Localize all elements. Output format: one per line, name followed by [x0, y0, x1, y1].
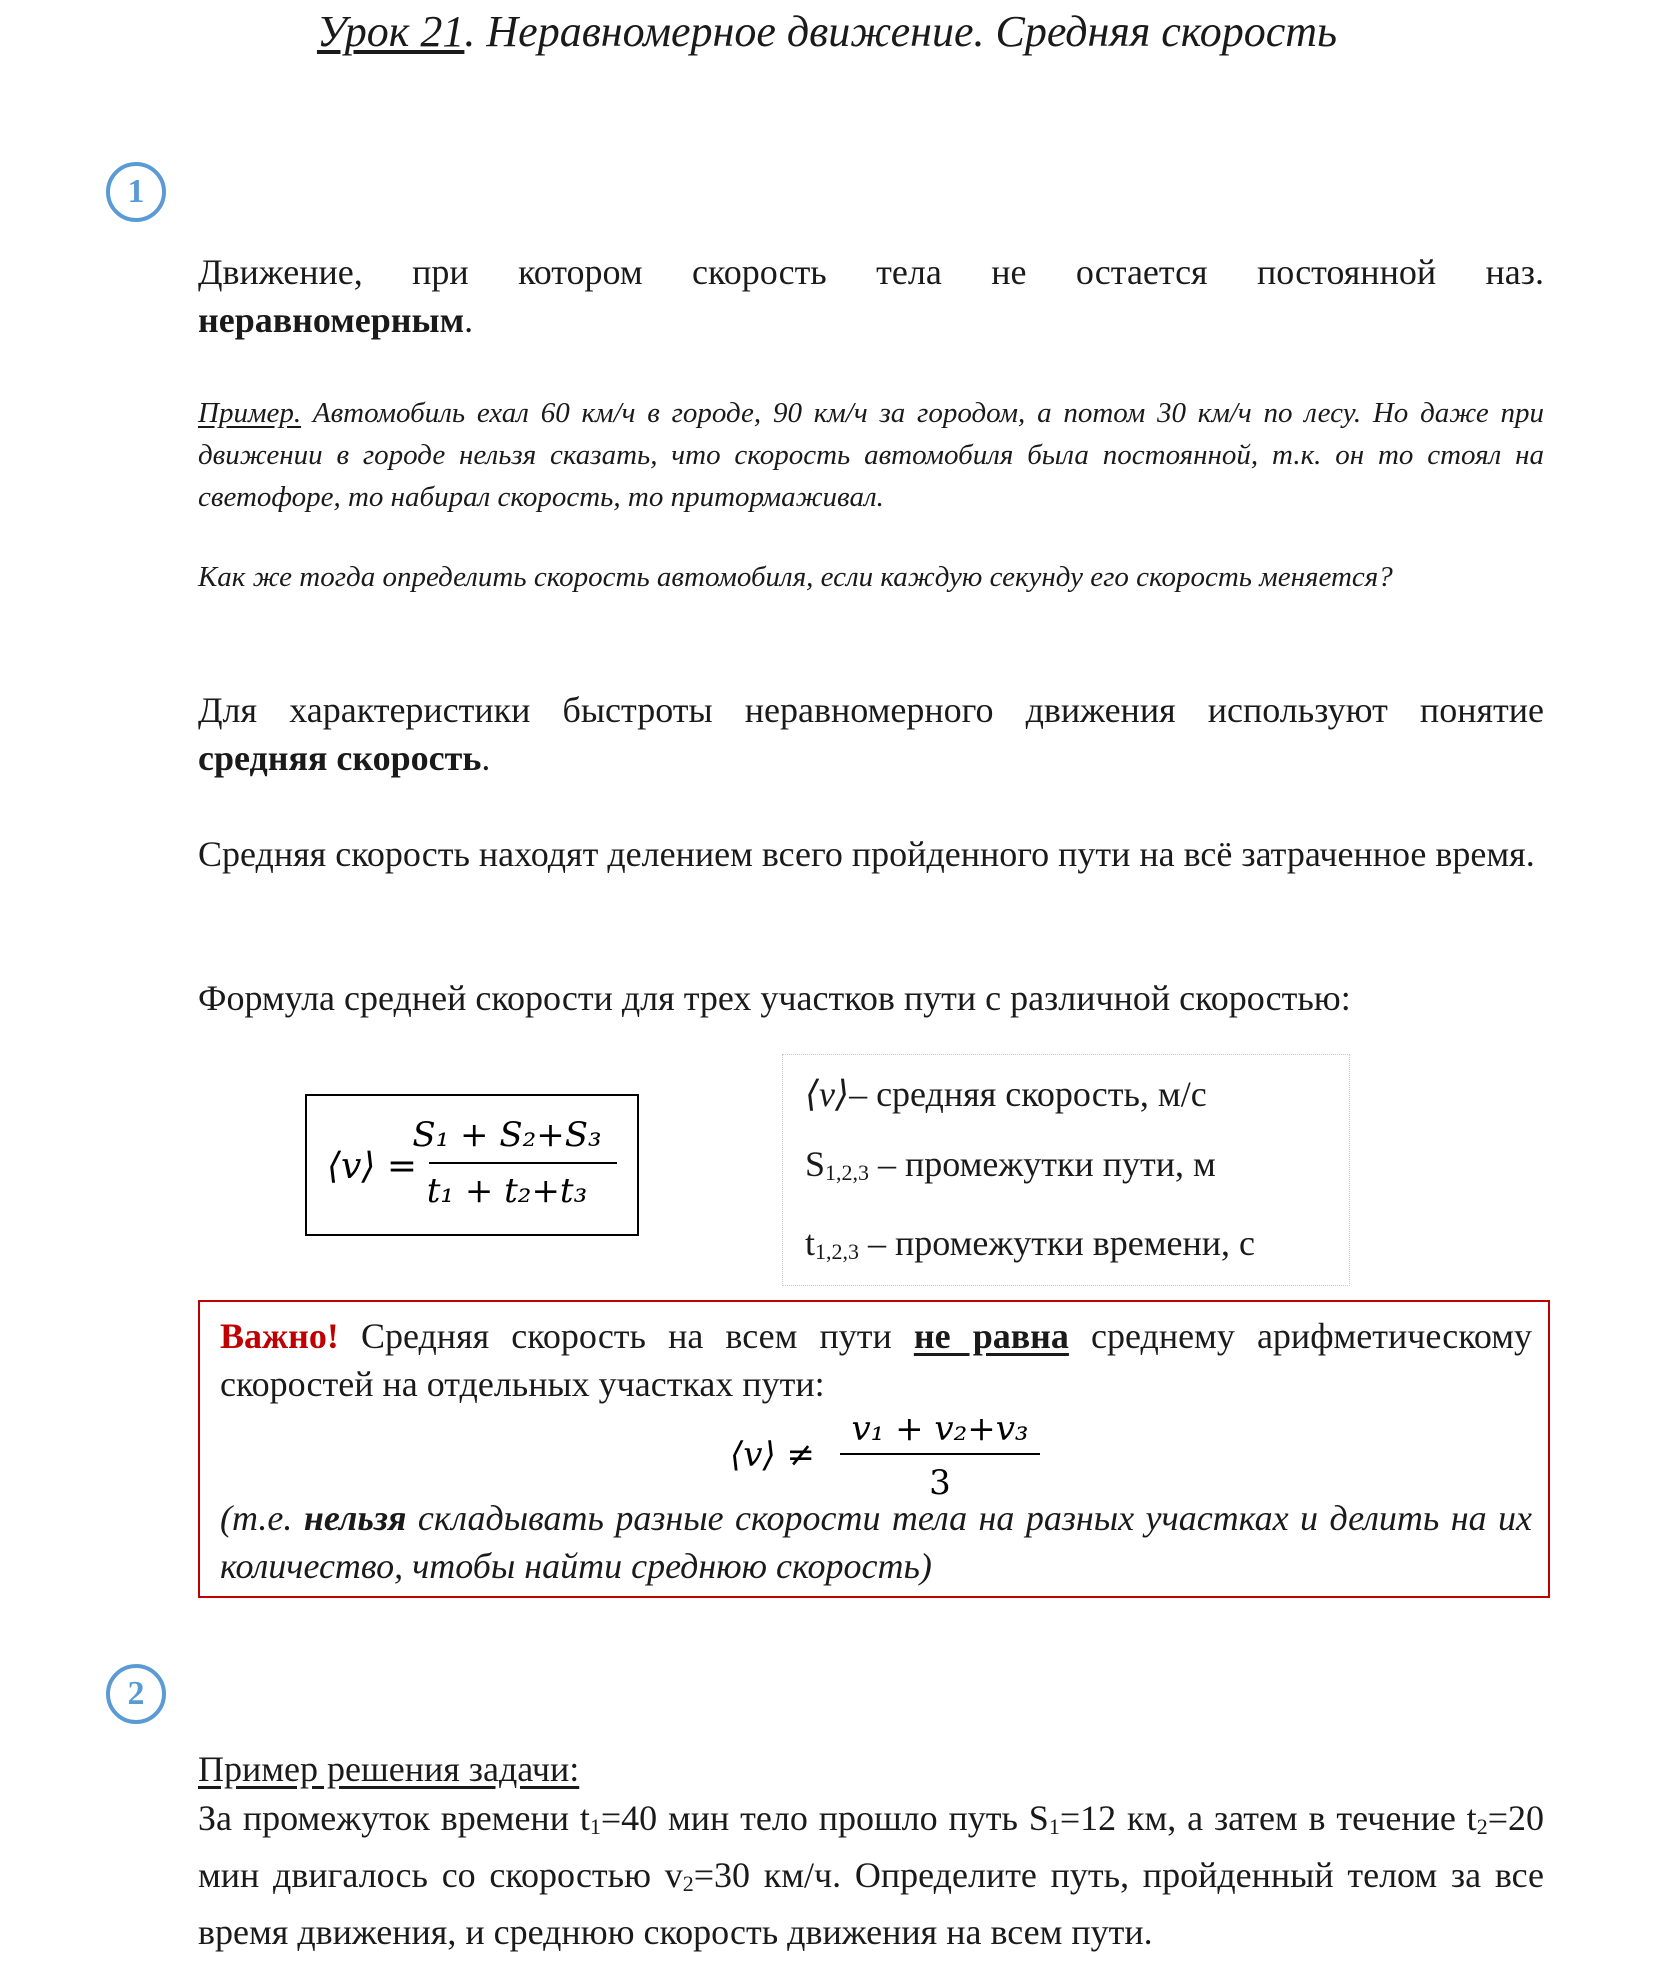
legend-v-desc: – средняя скорость, м/с — [849, 1074, 1207, 1114]
legend-s-symbol: S — [805, 1144, 826, 1184]
section-marker-label: 2 — [127, 1675, 145, 1712]
definition-line-2 — [198, 296, 1544, 344]
note-start: (т.е. — [220, 1498, 304, 1538]
legend-t-sub: 1,2,3 — [815, 1239, 860, 1264]
formula-svg — [307, 1096, 637, 1234]
formula-lhs: ⟨v⟩ = — [327, 1146, 418, 1187]
definition-term: неравномерным — [198, 300, 465, 340]
definition-end: . — [464, 300, 474, 340]
lesson-number: Урок 21 — [316, 7, 465, 56]
task-sub: 1 — [1048, 1814, 1060, 1839]
important-text-2: среднему арифметическому скоростей на отдельных участках пути: — [220, 1316, 1532, 1404]
inequality-numerator: v₁ + v₂+v₃ — [851, 1409, 1029, 1449]
inequality-lhs: ⟨v⟩ ≠ — [730, 1435, 816, 1475]
legend-row-t — [805, 1208, 1349, 1287]
example-label: Пример. — [198, 397, 302, 429]
legend-t-symbol: t — [805, 1223, 816, 1263]
rule-text: Средняя скорость находят делением всего пройденного пути на всё затраченное время. — [198, 834, 1535, 874]
page-title — [0, 6, 1654, 57]
section-marker-2 — [106, 1664, 166, 1724]
task-heading: Пример решения задачи: — [198, 1749, 580, 1789]
task-part: =30 км/ч. Определите путь, пройденный телом за все время движения, и среднюю скорость движения на всем пути. — [198, 1855, 1545, 1952]
important-note-text — [220, 1312, 1532, 1408]
rule-paragraph — [198, 830, 1544, 878]
important-label: Важно! — [220, 1316, 339, 1356]
formula-intro — [198, 974, 1544, 1022]
definition-line-1 — [198, 248, 1544, 296]
legend-s-desc: – промежутки пути, м — [869, 1144, 1216, 1184]
formula-denominator: t₁ + t₂+t₃ — [426, 1171, 588, 1211]
definition-text: Движение, при котором скорость тела не остается постоянной наз. — [198, 252, 1544, 292]
concept-line-1 — [198, 686, 1544, 734]
formula-intro-text: Формула средней скорости для трех участков пути с различной скоростью: — [198, 978, 1351, 1018]
legend-v-symbol: ⟨v⟩ — [805, 1074, 850, 1114]
task-part: =12 км, а затем в течение t — [1059, 1798, 1477, 1838]
question-text: Как же тогда определить скорость автомобиля, если каждую секунду его скорость меняется? — [198, 561, 1393, 593]
important-note-explanation — [220, 1494, 1532, 1590]
legend-s-sub: 1,2,3 — [825, 1160, 870, 1185]
average-speed-formula — [305, 1094, 639, 1236]
formula-legend — [782, 1054, 1350, 1286]
inequality-denominator: 3 — [929, 1463, 951, 1502]
concept-end: . — [481, 738, 491, 778]
important-emphasis: не равна — [913, 1316, 1069, 1356]
important-note-box — [198, 1300, 1550, 1598]
example-text: Автомобиль ехал 60 км/ч в городе, 90 км/ч за городом, а потом 30 км/ч по лесу. Но даже при движении в городе нельзя сказать, что скорость автомобиля была постоянной, т.к. он то стоял на светофоре, то набирал скорость, то притормаживал. — [198, 397, 1544, 513]
lesson-topic: . Неравномерное движение. Средняя скорость — [464, 7, 1338, 56]
example-paragraph — [198, 392, 1544, 518]
task-text — [198, 1794, 1544, 1956]
task-part: =20 мин двигалось со скоростью v — [198, 1798, 1544, 1895]
task-sub: 2 — [682, 1871, 694, 1896]
important-text-1: Средняя скорость на всем пути — [338, 1316, 914, 1356]
concept-text: Для характеристики быстроты неравномерного движения используют понятие — [198, 690, 1544, 730]
question-paragraph — [198, 556, 1544, 598]
legend-row-s — [805, 1129, 1349, 1208]
section-marker-1 — [106, 162, 166, 222]
task-part: За промежуток времени t — [198, 1798, 590, 1838]
legend-t-desc: – промежутки времени, с — [859, 1223, 1255, 1263]
task-sub: 1 — [589, 1814, 601, 1839]
task-part: =40 мин тело прошло путь S — [600, 1798, 1049, 1838]
legend-row-v — [805, 1059, 1349, 1129]
note-end: складывать разные скорости тела на разных участках и делить на их количество, чтобы найти среднюю скорость) — [220, 1498, 1532, 1586]
section-marker-label: 1 — [127, 173, 145, 210]
note-bold: нельзя — [303, 1498, 407, 1538]
task-sub: 2 — [1476, 1814, 1488, 1839]
concept-line-2 — [198, 734, 1544, 782]
inequality-formula — [730, 1402, 1050, 1502]
formula-numerator: S₁ + S₂+S₃ — [412, 1115, 602, 1155]
concept-term: средняя скорость — [198, 738, 482, 778]
